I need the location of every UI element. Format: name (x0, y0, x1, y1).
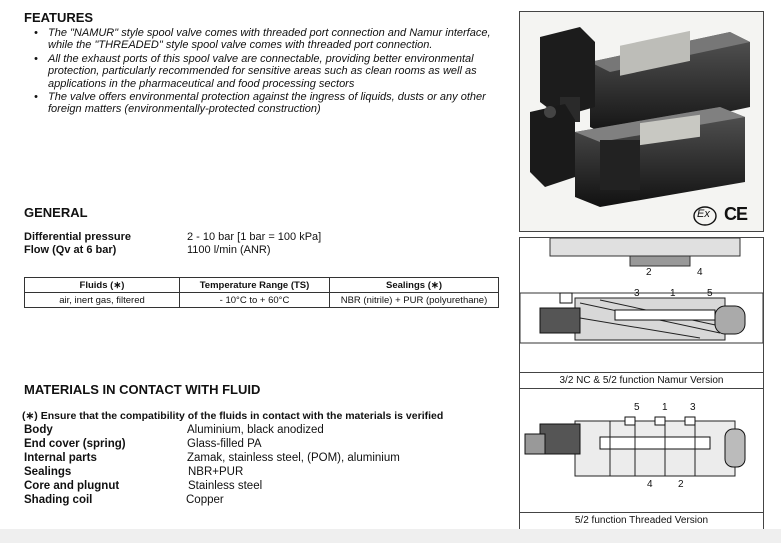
spec-value: Stainless steel (188, 480, 263, 492)
general-specs (24, 231, 504, 261)
list-item: • The "NAMUR" style spool valve comes with threaded port connection and Namur interface, while the "THREADED" style spool valve comes with threaded port connection. (34, 27, 491, 52)
table-cell: air, inert gas, filtered (25, 293, 180, 308)
table-cell: - 10°C to + 60°C (180, 293, 330, 308)
port-label: 1 (670, 288, 676, 299)
port-label: 5 (707, 288, 713, 299)
feature-text: The "NAMUR" style spool valve comes with threaded port connection and Namur interface, while the "THREADED" style spool valve comes with threaded port connection. (48, 27, 491, 52)
feature-text: All the exhaust ports of this spool valve are connectable, providing better environmental protection, particularly recommended for sensitive areas such as clean rooms as well as applications in the pharmaceutical and food processing sectors (48, 52, 477, 90)
column-header: Sealings (∗) (330, 278, 499, 293)
spec-key: Flow (Qv at 6 bar) (24, 244, 117, 256)
column-header: Fluids (∗) (25, 278, 180, 293)
table-row (25, 293, 499, 308)
ce-mark-icon: CE (724, 204, 748, 224)
feature-text: The valve offers environmental protection against the ingress of liquids, dusts or any other foreign matters (environmentally-protected construction) (48, 91, 486, 116)
spec-value: Aluminium, black anodized (187, 424, 324, 436)
threaded-section-drawing (520, 389, 763, 513)
port-label: 1 (662, 402, 668, 413)
spec-key: Shading coil (24, 494, 93, 506)
spec-value: 1100 l/min (ANR) (187, 244, 271, 256)
namur-diagram (519, 237, 764, 389)
spec-key: End cover (spring) (24, 438, 126, 450)
spec-value: 2 - 10 bar [1 bar = 100 kPa] (187, 231, 322, 243)
spec-key: Core and plugnut (24, 480, 120, 492)
spec-value: Zamak, stainless steel, (POM), aluminium (187, 452, 400, 464)
spec-key: Sealings (24, 466, 72, 478)
list-item: • The valve offers environmental protection against the ingress of liquids, dusts or any other foreign matters (environmentally-protected construction) (34, 91, 486, 116)
threaded-caption: 5/2 function Threaded Version (574, 515, 709, 526)
spec-key: Internal parts (24, 452, 97, 464)
features-list (34, 27, 516, 117)
fluids-table (24, 277, 499, 308)
list-item: • All the exhaust ports of this spool valve are connectable, providing better environmental protection, particularly recommended for sensitive areas such as clean rooms as well as applications in the pharmaceutical and food processing sectors (34, 52, 477, 90)
namur-section-drawing (520, 238, 763, 373)
materials-heading: MATERIALS IN CONTACT WITH FLUID (24, 382, 261, 397)
table-header-row (25, 278, 499, 293)
port-label: 3 (634, 288, 640, 299)
port-label: 4 (647, 479, 653, 490)
bottom-strip (0, 529, 781, 543)
port-label: 2 (646, 267, 652, 278)
namur-caption: 3/2 NC & 5/2 function Namur Version (559, 375, 724, 386)
spec-key: Body (24, 424, 53, 436)
table-cell: NBR (nitrile) + PUR (polyurethane) (330, 293, 499, 308)
atex-mark-icon: Ex (697, 208, 710, 220)
port-label: 3 (690, 402, 696, 413)
materials-specs (24, 424, 504, 514)
valve-photo (519, 11, 764, 232)
port-label: 4 (697, 267, 703, 278)
spec-value: NBR+PUR (188, 466, 244, 478)
spec-value: Glass-filled PA (187, 438, 262, 450)
compatibility-note: (∗) Ensure that the compatibility of the fluids in contact with the materials is verified (22, 410, 444, 422)
valve-photo-illustration (520, 12, 763, 231)
port-label: 2 (678, 479, 684, 490)
general-heading: GENERAL (24, 205, 88, 220)
column-header: Temperature Range (TS) (180, 278, 330, 293)
spec-value: Copper (186, 494, 224, 506)
features-heading: FEATURES (24, 10, 94, 25)
spec-key: Differential pressure (24, 231, 131, 243)
port-label: 5 (634, 402, 640, 413)
threaded-diagram (519, 388, 764, 530)
